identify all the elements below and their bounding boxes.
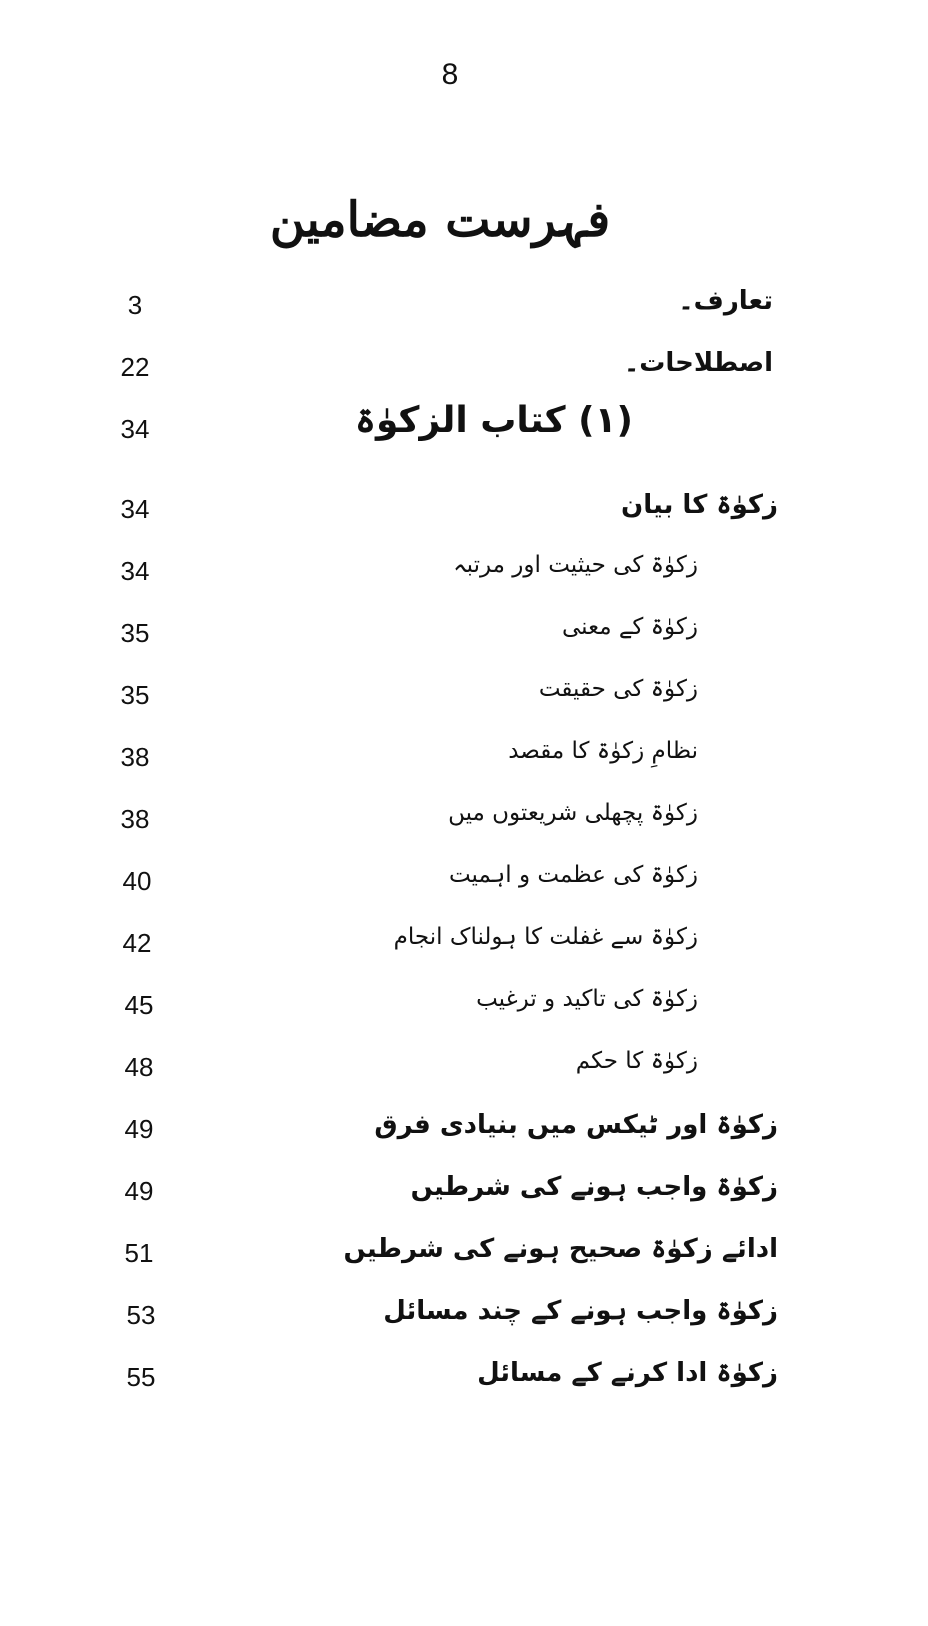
toc-entry-title: زکوٰۃ کی تاکید و ترغیب: [476, 986, 698, 1012]
toc-entry: [0, 858, 928, 910]
toc-entry: [0, 610, 928, 662]
toc-page-number: 22: [120, 352, 150, 382]
toc-entry-title: زکوٰۃ سے غفلت کا ہولناک انجام: [393, 924, 698, 950]
toc-entry-title: (۱) کتاب الزکوٰۃ: [354, 400, 633, 441]
toc-entry-title: زکوٰۃ کی عظمت و اہمیت: [448, 862, 698, 888]
toc-entry-title: زکوٰۃ کی حیثیت اور مرتبہ: [453, 552, 698, 578]
toc-page-number: 42: [122, 928, 152, 958]
toc-entry-title: زکوٰۃ کا حکم: [575, 1048, 698, 1074]
toc-entry-book-heading: [0, 400, 928, 458]
toc-entry-title: زکوٰۃ واجب ہونے کی شرطیں: [410, 1172, 778, 1202]
toc-entry-title: زکوٰۃ کے معنی: [562, 614, 698, 640]
toc-entry: [0, 486, 928, 538]
toc-entry: [0, 1168, 928, 1220]
toc-page-number: 49: [124, 1176, 154, 1206]
toc-page-number: 35: [120, 680, 150, 710]
toc-entry: [0, 1292, 928, 1344]
page-title: فہرست مضامین: [269, 192, 611, 248]
toc-page-number: 34: [120, 414, 150, 444]
toc-entry-title: تعارف۔: [678, 286, 773, 316]
page-number: 8: [441, 58, 459, 91]
toc-page-number: 40: [122, 866, 152, 896]
toc-page-number: 38: [120, 742, 150, 772]
toc-entry: [0, 796, 928, 848]
toc-page-number: 34: [120, 494, 150, 524]
toc-entry: [0, 548, 928, 600]
toc-entry: [0, 920, 928, 972]
toc-entry: [0, 734, 928, 786]
toc-page-number: 3: [127, 290, 143, 320]
toc-entry: [0, 1354, 928, 1406]
toc-entry-title: زکوٰۃ کا بیان: [621, 490, 778, 520]
toc-page-number: 53: [126, 1300, 156, 1330]
toc-entry-title: زکوٰۃ واجب ہونے کے چند مسائل: [383, 1296, 778, 1326]
toc-page-number: 38: [120, 804, 150, 834]
toc-entry: [0, 344, 928, 396]
toc-entry: [0, 282, 928, 334]
toc-entry-title: زکوٰۃ کی حقیقت: [538, 676, 698, 702]
toc-page-number: 35: [120, 618, 150, 648]
toc-page-number: 49: [124, 1114, 154, 1144]
toc-page-number: 48: [124, 1052, 154, 1082]
toc-entry: [0, 672, 928, 724]
toc-entry: [0, 1230, 928, 1282]
toc-entry-title: زکوٰۃ اور ٹیکس میں بنیادی فرق: [374, 1110, 778, 1140]
toc-entry: [0, 1044, 928, 1096]
toc-page-number: 34: [120, 556, 150, 586]
toc-entry: [0, 982, 928, 1034]
toc-entry-title: نظامِ زکوٰۃ کا مقصد: [508, 738, 698, 764]
toc-entry: [0, 1106, 928, 1158]
toc-entry-title: ادائے زکوٰۃ صحیح ہونے کی شرطیں: [343, 1234, 778, 1264]
toc-page-number: 45: [124, 990, 154, 1020]
toc-entry-title: زکوٰۃ پچھلی شریعتوں میں: [448, 800, 698, 826]
toc-page-number: 55: [126, 1362, 156, 1392]
toc-entry-title: اصطلاحات۔: [624, 348, 773, 378]
toc-entry-title: زکوٰۃ ادا کرنے کے مسائل: [477, 1358, 778, 1388]
toc-page-number: 51: [124, 1238, 154, 1268]
